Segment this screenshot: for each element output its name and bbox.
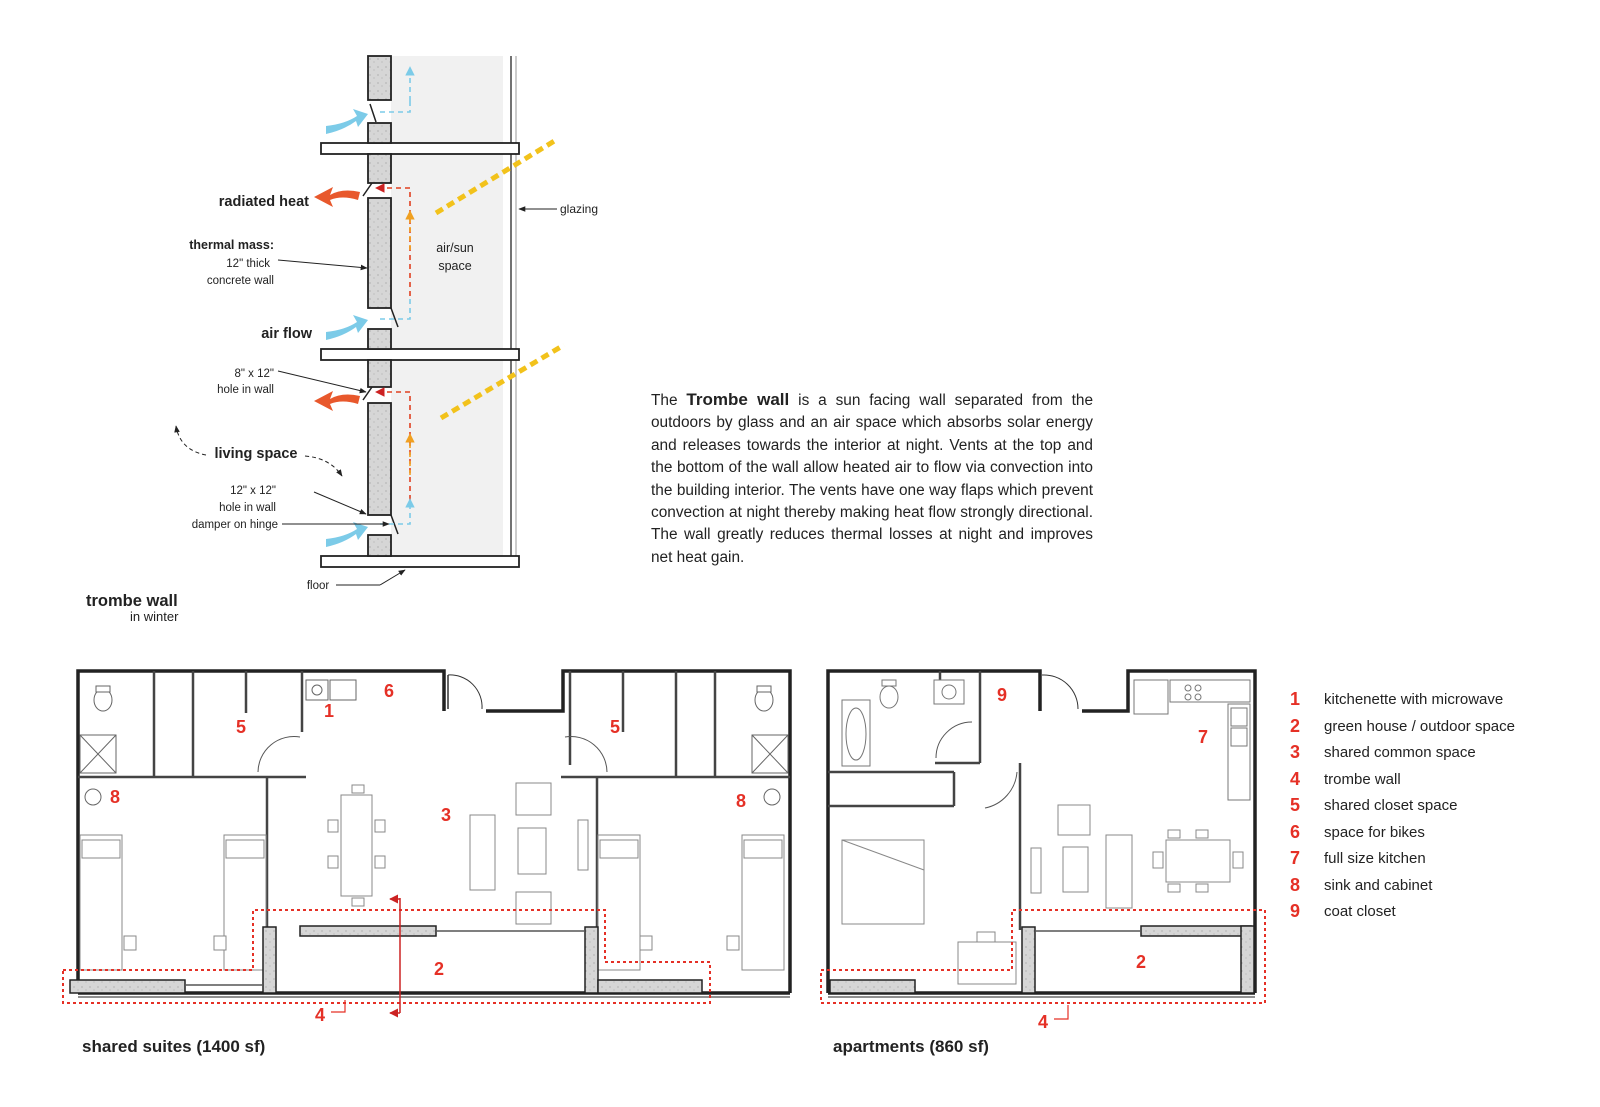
trombe-section: [86, 56, 598, 624]
plan-legend: [1290, 689, 1590, 928]
legend-text: kitchenette with microwave: [1324, 691, 1504, 708]
legend-number: 8: [1290, 874, 1301, 895]
legend-item: [1290, 769, 1590, 796]
legend-number: 9: [1290, 901, 1301, 921]
damper-label: damper on hinge: [191, 519, 278, 531]
shared-trombe-tag: [331, 1000, 345, 1012]
legend-number: 4: [1290, 768, 1301, 789]
legend-text: shared common space: [1324, 744, 1476, 761]
air-sun-space: [391, 56, 503, 566]
marker-2: 2: [434, 959, 445, 979]
legend-item: [1290, 795, 1590, 822]
legend-item: [1290, 848, 1590, 875]
common-furniture: [328, 783, 588, 924]
shared-interior-walls: [78, 671, 790, 932]
radiated-heat-arrows: [314, 187, 360, 411]
thermal-mass-line1: 12" thick: [226, 258, 270, 270]
marker-4: 4: [315, 1005, 326, 1025]
floor-label: floor: [306, 580, 330, 592]
living-space-arrow-right: [305, 456, 342, 476]
closet-door-left: [258, 736, 300, 772]
marker-8-right: 8: [736, 791, 747, 811]
marker-3: 3: [441, 805, 452, 825]
marker-5-right: 5: [610, 717, 621, 737]
legend-text: full size kitchen: [1324, 850, 1426, 867]
thermal-mass-wall: [368, 56, 391, 556]
apt-marker-7: 7: [1198, 727, 1209, 747]
legend-item: [1290, 716, 1590, 743]
air-flow-label: air flow: [261, 326, 312, 342]
radiated-heat-label: radiated heat: [218, 194, 309, 210]
bathroom-fixtures: [80, 680, 788, 805]
legend-number: 2: [1290, 715, 1301, 736]
shared-exterior-walls: [78, 671, 790, 993]
apartment-trombe-walls: [830, 926, 1254, 993]
description-term: Trombe wall: [686, 390, 790, 409]
apartment-trombe-tag: [1054, 1005, 1068, 1019]
section-subtitle: in winter: [130, 609, 179, 624]
legend-item: [1290, 689, 1590, 716]
hole12-leader: [314, 492, 366, 514]
thermal-mass-leader: [278, 260, 367, 268]
shared-plan-title: shared suites (1400 sf): [82, 1037, 266, 1056]
section-title: trombe wall: [86, 592, 178, 610]
legend-number: 5: [1290, 795, 1301, 815]
apartment-plan: [821, 671, 1265, 1056]
apartment-exterior-walls: [828, 671, 1255, 993]
air-sun-line1: air/sun: [436, 241, 474, 255]
legend-text: coat closet: [1324, 903, 1396, 920]
apt-marker-2: 2: [1136, 952, 1147, 972]
legend-text: green house / outdoor space: [1324, 717, 1515, 735]
legend-text: sink and cabinet: [1324, 876, 1433, 894]
glazing-label: glazing: [560, 202, 599, 216]
marker-8-left: 8: [110, 787, 121, 807]
legend-text: trombe wall: [1324, 770, 1401, 788]
marker-5-left: 5: [236, 717, 247, 737]
hole8-leader: [278, 371, 366, 392]
apartment-plan-title: apartments (860 sf): [833, 1037, 989, 1056]
legend-item: [1290, 742, 1590, 769]
hole12-line2: hole in wall: [219, 502, 276, 514]
legend-text: space for bikes: [1324, 823, 1425, 841]
air-sun-line2: space: [438, 259, 472, 273]
thermal-mass-heading: thermal mass:: [189, 238, 274, 252]
legend-number: 1: [1290, 689, 1301, 709]
legend-number: 6: [1290, 821, 1301, 842]
description-lead: The: [651, 392, 687, 409]
apartment-bedroom-door: [985, 772, 1017, 808]
legend-item: [1290, 875, 1590, 902]
apt-marker-4: 4: [1038, 1012, 1049, 1032]
beds: [80, 835, 784, 970]
hole8-line2: hole in wall: [217, 384, 274, 396]
description-body: is a sun facing wall separated from the outdoors by glass and an air space which absorbs solar energy and releases towards the interior at night. Vents at the top and the bottom of the wall allow heated air to flow via convection into the building interior. The vents have one way flaps which prevent convection at night thereby making heat flow strongly directional. The wall greatly reduces thermal losses at night and improves net heat gain.: [651, 392, 1093, 566]
legend-item: [1290, 822, 1590, 849]
living-space-arrow-left: [176, 426, 206, 455]
apartment-furniture: [842, 805, 1243, 984]
apt-marker-9: 9: [997, 685, 1008, 705]
legend-number: 3: [1290, 742, 1301, 762]
air-flow-arrows: [326, 109, 368, 547]
hole12-line1: 12" x 12": [230, 485, 276, 497]
apartment-fixtures: [842, 680, 1250, 800]
closet-door-right: [565, 736, 607, 772]
legend-item: [1290, 901, 1590, 928]
shared-suites-plan: [63, 671, 790, 1056]
hole8-line1: 8" x 12": [234, 368, 274, 380]
apartment-closet-door: [936, 722, 972, 758]
entry-door: [448, 675, 482, 709]
marker-1: 1: [324, 701, 335, 721]
apartment-entry-door: [1042, 675, 1078, 709]
marker-6: 6: [384, 681, 395, 701]
trombe-wall-description: [651, 389, 1093, 569]
section-cut-line: [390, 898, 400, 1013]
living-space-label: living space: [214, 446, 298, 462]
legend-text: shared closet space: [1324, 797, 1458, 814]
thermal-mass-line2: concrete wall: [206, 275, 274, 287]
legend-number: 7: [1290, 848, 1301, 868]
